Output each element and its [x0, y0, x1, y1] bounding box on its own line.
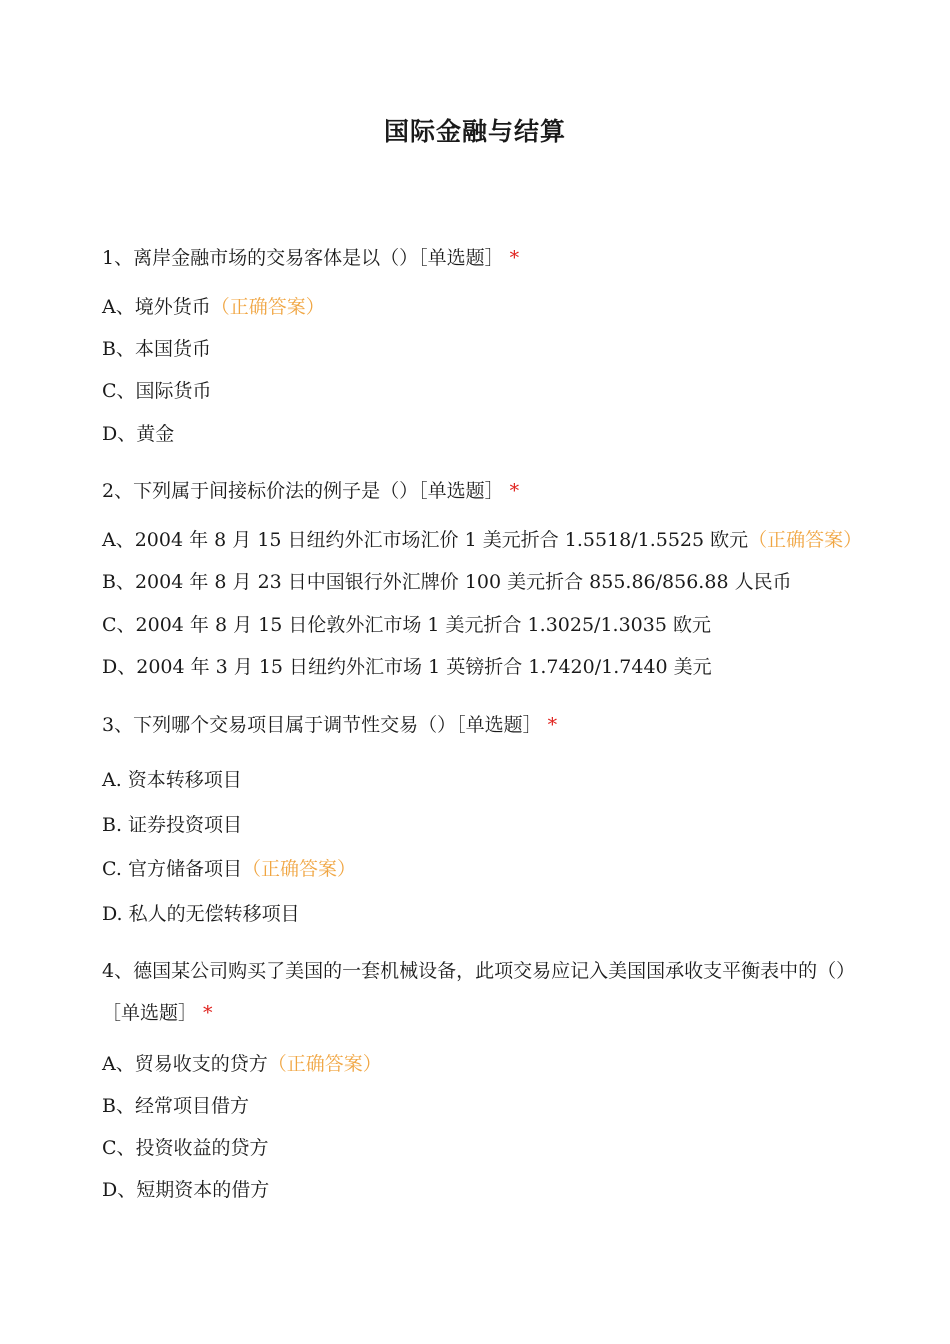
option-item	[102, 813, 242, 837]
option-text: B. 证券投资项目	[102, 814, 243, 836]
correct-answer-tag: （正确答案）	[210, 296, 325, 318]
option-item	[102, 1178, 269, 1202]
option-text: B、经常项目借方	[102, 1095, 249, 1117]
option-item	[102, 613, 711, 637]
option-text: B、本国货币	[102, 338, 211, 360]
option-text: B、2004 年 8 月 23 日中国银行外汇牌价 100 美元折合 855.86/856.88 人民币	[102, 571, 792, 593]
option-text: C、投资收益的贷方	[102, 1137, 269, 1159]
option-item	[102, 1136, 269, 1160]
option-text: C. 官方储备项目	[102, 858, 242, 880]
option-item	[102, 768, 242, 792]
question-stem	[102, 713, 557, 737]
option-text: A、贸易收支的贷方	[102, 1053, 268, 1075]
required-mark: *	[547, 714, 558, 736]
question-text: 2、下列属于间接标价法的例子是（）［单选题］	[102, 480, 504, 502]
question-stem	[102, 950, 852, 1034]
required-mark: *	[203, 1002, 213, 1024]
option-item	[102, 857, 356, 881]
question-stem	[102, 246, 519, 270]
question-text: 3、下列哪个交易项目属于调节性交易（）［单选题］	[102, 714, 542, 736]
option-text: A、2004 年 8 月 15 日纽约外汇市场汇价 1 美元折合 1.5518/1.5525 欧元	[102, 529, 749, 551]
option-item	[102, 1052, 382, 1076]
correct-answer-tag: （正确答案）	[748, 529, 863, 551]
option-text: D、短期资本的借方	[102, 1179, 270, 1201]
option-text: D. 私人的无偿转移项目	[102, 903, 300, 925]
option-text: D、2004 年 3 月 15 日纽约外汇市场 1 英镑折合 1.7420/1.7440 美元	[102, 656, 712, 678]
option-text: D、黄金	[102, 423, 175, 445]
option-item	[102, 655, 712, 679]
option-text: C、2004 年 8 月 15 日伦敦外汇市场 1 美元折合 1.3025/1.3035 欧元	[102, 614, 711, 636]
correct-answer-tag: （正确答案）	[241, 858, 356, 880]
correct-answer-tag: （正确答案）	[267, 1053, 382, 1075]
option-text: C、国际货币	[102, 380, 212, 402]
option-item	[102, 1094, 249, 1118]
question-stem	[102, 479, 519, 503]
option-item	[102, 379, 212, 403]
required-mark: *	[509, 247, 520, 269]
option-item	[102, 570, 792, 594]
page-title: 国际金融与结算	[383, 117, 566, 146]
option-item	[102, 295, 325, 319]
required-mark: *	[509, 480, 520, 502]
option-item	[102, 337, 211, 361]
option-item	[102, 528, 862, 552]
question-text: 1、离岸金融市场的交易客体是以（）［单选题］	[102, 247, 504, 269]
option-item	[102, 902, 300, 926]
option-text: A、境外货币	[102, 296, 211, 318]
question-text: 4、德国某公司购买了美国的一套机械设备，此项交易应记入美国国承收支平衡表中的（）［单选题］	[102, 960, 846, 1024]
option-text: A. 资本转移项目	[102, 769, 242, 791]
option-item	[102, 422, 174, 446]
